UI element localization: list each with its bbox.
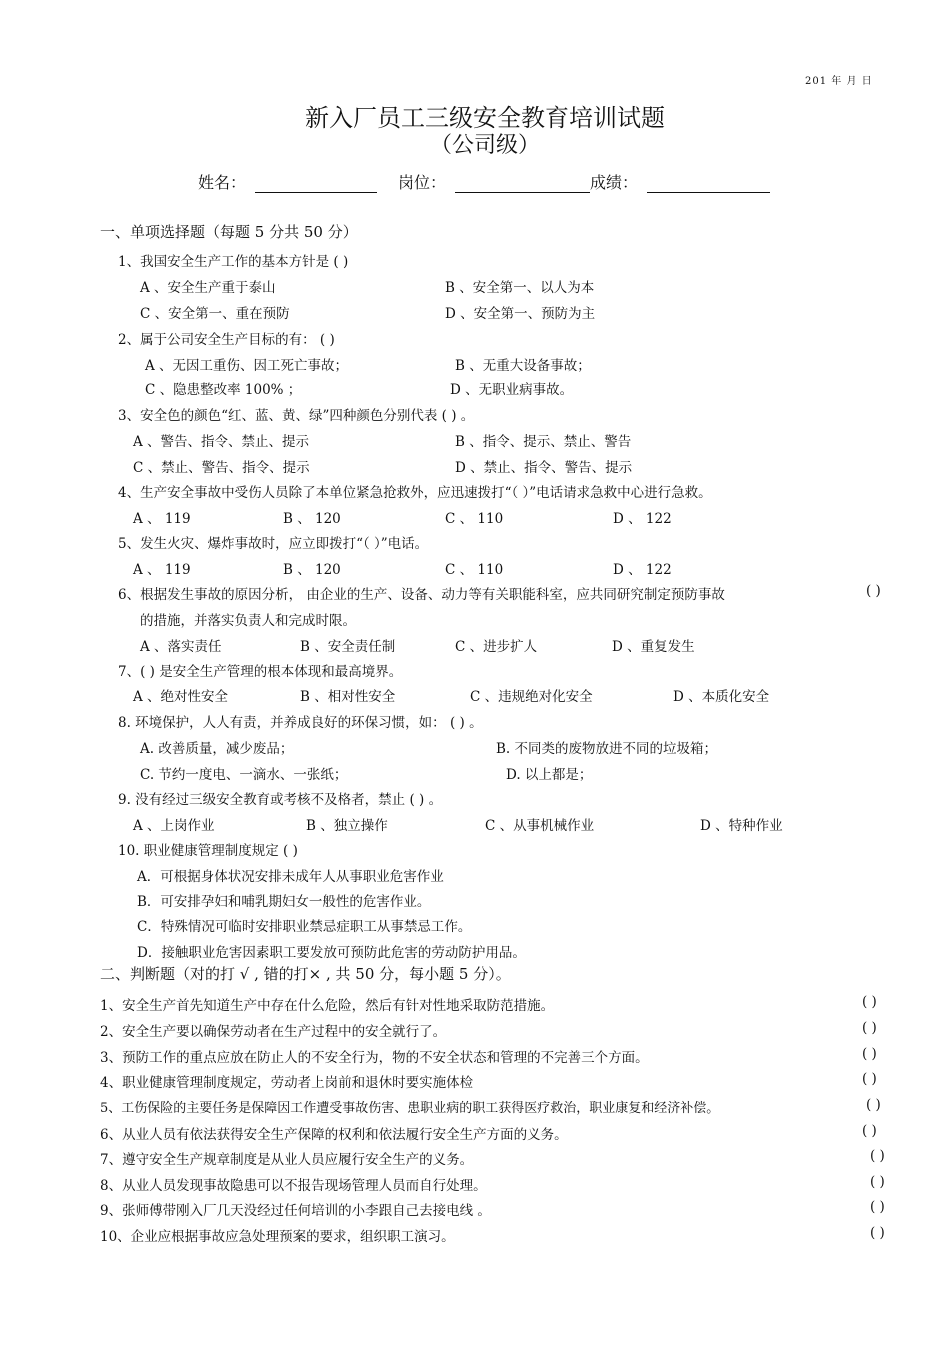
q8-option-b[interactable]: B. 不同类的废物放进不同的垃圾箱； bbox=[496, 741, 718, 757]
judge-item-1: 1、安全生产首先知道生产中存在什么危险，然后有针对性地采取防范措施。 bbox=[100, 998, 555, 1014]
q2-stem: 2、属于公司安全生产目标的有： ( ) bbox=[118, 332, 335, 348]
judge-item-2: 2、安全生产要以确保劳动者在生产过程中的安全就行了。 bbox=[100, 1024, 447, 1040]
q10-stem: 10. 职业健康管理制度规定 ( ) bbox=[118, 843, 298, 859]
q9-stem: 9. 没有经过三级安全教育或考核不及格者，禁止 ( ) 。 bbox=[118, 792, 443, 808]
judge-answer-10[interactable]: ( ) bbox=[870, 1225, 885, 1241]
q9-option-b[interactable]: B 、独立操作 bbox=[306, 818, 388, 834]
q6-stem-continued: 的措施，并落实负责人和完成时限。 bbox=[140, 613, 356, 629]
judge-item-6: 6、从业人员有依法获得安全生产保障的权利和依法履行安全生产方面的义务。 bbox=[100, 1127, 568, 1143]
judge-answer-4[interactable]: ( ) bbox=[862, 1071, 877, 1087]
q4-option-c[interactable]: C 、 110 bbox=[445, 511, 504, 527]
q6-stem: 6、根据发生事故的原因分析， 由企业的生产、设备、动力等有关职能科室，应共同研究制定预防事故 bbox=[118, 587, 725, 603]
q6-option-d[interactable]: D 、重复发生 bbox=[612, 639, 695, 655]
q1-option-b[interactable]: B 、安全第一、以人为本 bbox=[445, 280, 595, 296]
judge-item-5: 5、工伤保险的主要任务是保障因工作遭受事故伤害、患职业病的职工获得医疗救治，职业康复和经济补偿。 bbox=[100, 1101, 720, 1116]
q3-stem: 3、安全色的颜色“红、蓝、黄、绿”四种颜色分别代表 ( ) 。 bbox=[118, 408, 475, 424]
score-field[interactable] bbox=[647, 192, 770, 193]
judge-answer-8[interactable]: ( ) bbox=[870, 1174, 885, 1190]
q4-option-a[interactable]: A 、 119 bbox=[133, 511, 191, 527]
q7-option-d[interactable]: D 、本质化安全 bbox=[673, 689, 770, 705]
q10-option-b[interactable]: B．可安排孕妇和哺乳期妇女一般性的危害作业。 bbox=[137, 894, 431, 910]
q5-option-d[interactable]: D 、 122 bbox=[613, 562, 672, 578]
q8-option-d[interactable]: D. 以上都是； bbox=[506, 767, 593, 783]
judge-item-7: 7、遵守安全生产规章制度是从业人员应履行安全生产的义务。 bbox=[100, 1152, 474, 1168]
q5-option-a[interactable]: A 、 119 bbox=[133, 562, 191, 578]
q5-option-b[interactable]: B 、 120 bbox=[283, 562, 341, 578]
q4-option-b[interactable]: B 、 120 bbox=[283, 511, 341, 527]
section1-heading: 一、单项选择题（每题 5 分共 50 分） bbox=[100, 223, 358, 241]
score-label: 成绩： bbox=[590, 173, 639, 192]
q6-option-a[interactable]: A 、落实责任 bbox=[140, 639, 222, 655]
judge-answer-1[interactable]: ( ) bbox=[862, 994, 877, 1010]
judge-answer-9[interactable]: ( ) bbox=[870, 1199, 885, 1215]
q6-option-b[interactable]: B 、安全责任制 bbox=[300, 639, 396, 655]
name-field[interactable] bbox=[255, 192, 377, 193]
q7-option-a[interactable]: A 、绝对性安全 bbox=[133, 689, 229, 705]
section2-heading: 二、判断题（对的打 √ , 错的打× , 共 50 分，每小题 5 分）。 bbox=[100, 965, 511, 983]
name-label: 姓名： bbox=[198, 173, 247, 192]
judge-answer-2[interactable]: ( ) bbox=[862, 1020, 877, 1036]
q5-stem: 5、发生火灾、爆炸事故时，应立即拨打“（ ）”电话。 bbox=[118, 536, 429, 552]
post-field[interactable] bbox=[455, 192, 590, 193]
q3-option-a[interactable]: A 、警告、指令、禁止、提示 bbox=[133, 434, 310, 450]
q8-option-a[interactable]: A. 改善质量，减少废品； bbox=[140, 741, 294, 757]
q8-stem: 8. 环境保护，人人有责，并养成良好的环保习惯，如： ( ) 。 bbox=[118, 715, 483, 731]
q3-option-b[interactable]: B 、指令、提示、禁止、警告 bbox=[455, 434, 632, 450]
q1-option-d[interactable]: D 、安全第一、预防为主 bbox=[445, 306, 596, 322]
q1-stem: 1、我国安全生产工作的基本方针是 ( ) bbox=[118, 254, 349, 270]
q4-option-d[interactable]: D 、 122 bbox=[613, 511, 672, 527]
q3-option-d[interactable]: D 、禁止、指令、警告、提示 bbox=[455, 460, 633, 476]
q9-option-c[interactable]: C 、从事机械作业 bbox=[485, 818, 595, 834]
judge-answer-6[interactable]: ( ) bbox=[862, 1123, 877, 1139]
judge-answer-5[interactable]: ( ) bbox=[866, 1097, 881, 1113]
judge-answer-3[interactable]: ( ) bbox=[862, 1046, 877, 1062]
judge-answer-7[interactable]: ( ) bbox=[870, 1148, 885, 1164]
judge-item-8: 8、从业人员发现事故隐患可以不报告现场管理人员而自行处理。 bbox=[100, 1178, 487, 1194]
q1-option-a[interactable]: A 、安全生产重于泰山 bbox=[140, 280, 276, 296]
page-title: 新入厂员工三级安全教育培训试题 bbox=[305, 104, 665, 132]
page-subtitle: （公司级） bbox=[429, 133, 540, 158]
q1-option-c[interactable]: C 、安全第一、重在预防 bbox=[140, 306, 290, 322]
q7-option-b[interactable]: B 、相对性安全 bbox=[300, 689, 396, 705]
q4-stem: 4、生产安全事故中受伤人员除了本单位紧急抢救外，应迅速拨打“（ ）”电话请求急救中心进行急救。 bbox=[118, 485, 712, 501]
q10-option-a[interactable]: A．可根据身体状况安排未成年人从事职业危害作业 bbox=[137, 869, 444, 885]
q9-option-d[interactable]: D 、特种作业 bbox=[700, 818, 783, 834]
q2-option-c[interactable]: C 、隐患整改率 100% ； bbox=[145, 382, 302, 398]
exam-date: 201 年 月 日 bbox=[805, 76, 873, 87]
q2-option-d[interactable]: D 、无职业病事故。 bbox=[450, 382, 574, 398]
q8-option-c[interactable]: C. 节约一度电、一滴水、一张纸； bbox=[140, 767, 348, 783]
q10-option-d[interactable]: D．接触职业危害因素职工要发放可预防此危害的劳动防护用品。 bbox=[137, 945, 526, 961]
post-label: 岗位： bbox=[398, 173, 447, 192]
q7-option-c[interactable]: C 、违规绝对化安全 bbox=[470, 689, 593, 705]
q9-option-a[interactable]: A 、上岗作业 bbox=[133, 818, 215, 834]
q6-option-c[interactable]: C 、进步扩人 bbox=[455, 639, 538, 655]
q6-answer-paren[interactable]: ( ) bbox=[866, 583, 881, 599]
q10-option-c[interactable]: C．特殊情况可临时安排职业禁忌症职工从事禁忌工作。 bbox=[137, 919, 472, 935]
q3-option-c[interactable]: C 、禁止、警告、指令、提示 bbox=[133, 460, 310, 476]
q2-option-a[interactable]: A 、无因工重伤、因工死亡事故； bbox=[145, 358, 349, 374]
q7-stem: 7、( ) 是安全生产管理的根本体现和最高境界。 bbox=[118, 664, 403, 680]
judge-item-4: 4、职业健康管理制度规定，劳动者上岗前和退休时要实施体检 bbox=[100, 1075, 474, 1091]
judge-item-9: 9、张师傅带刚入厂几天没经过任何培训的小李跟自己去接电线 。 bbox=[100, 1203, 491, 1219]
q5-option-c[interactable]: C 、 110 bbox=[445, 562, 504, 578]
judge-item-3: 3、预防工作的重点应放在防止人的不安全行为，物的不安全状态和管理的不完善三个方面。 bbox=[100, 1050, 649, 1066]
judge-item-10: 10、企业应根据事故应急处理预案的要求，组织职工演习。 bbox=[100, 1229, 455, 1245]
q2-option-b[interactable]: B 、无重大设备事故； bbox=[455, 358, 591, 374]
